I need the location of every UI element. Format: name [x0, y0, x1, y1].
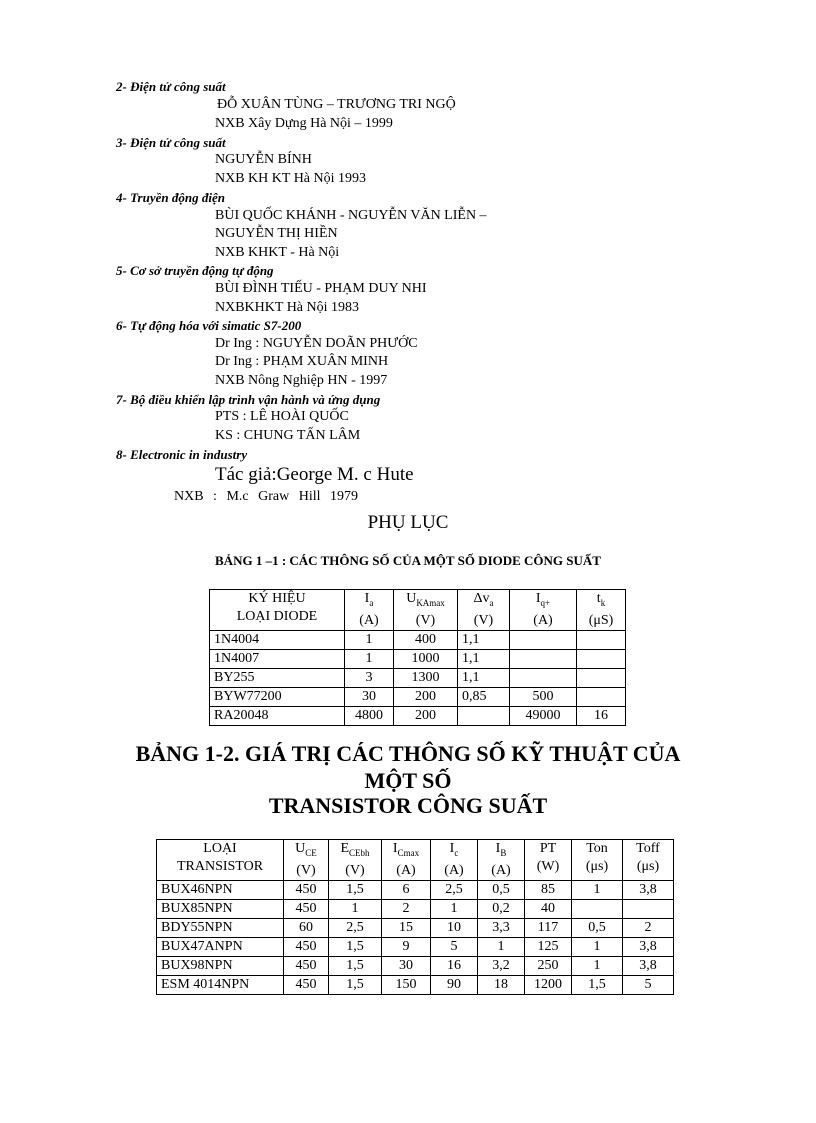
col-header-ton-main: Ton: [586, 841, 608, 856]
table-row: [210, 649, 626, 668]
ref-8-publisher: NXB : M.c Graw Hill 1979: [174, 489, 358, 504]
col-header-ic: [431, 840, 478, 881]
cell: 2,5: [329, 918, 382, 937]
cell: 1300: [394, 668, 458, 687]
cell: 3,8: [623, 956, 674, 975]
ref-6-author-2: Dr Ing : PHẠM XUÂN MINH: [215, 354, 389, 369]
diode-table-header: [210, 590, 626, 631]
cell: 10: [431, 918, 478, 937]
col-header-ecebh-main: E: [340, 841, 350, 856]
cell: BYW77200: [210, 687, 345, 706]
cell: 1,5: [329, 956, 382, 975]
ref-5-publisher: NXBKHKT Hà Nội 1983: [215, 300, 360, 315]
cell: 1,5: [572, 975, 623, 994]
cell: BY255: [210, 668, 345, 687]
col-header-ia-main: I: [364, 591, 370, 606]
ref-5-title: 5- Cơ sở truyền động tự động: [116, 263, 274, 278]
ref-8-author: Tác giả:George M. c Hute: [215, 464, 414, 485]
col-header-ib-unit: (A): [491, 862, 511, 878]
cell: 1: [572, 956, 623, 975]
cell: 0,5: [572, 918, 623, 937]
cell: BUX98NPN: [157, 956, 284, 975]
cell: 450: [284, 975, 329, 994]
ref-2-publisher: NXB Xây Dựng Hà Nội – 1999: [215, 116, 393, 131]
col-header-ukamax-unit: (V): [415, 612, 436, 628]
cell: 30: [345, 687, 394, 706]
col-header-ecebh: [329, 840, 382, 881]
ref-4-author-cont: NGUYỄN THỊ HIỀN: [215, 226, 338, 241]
cell: [510, 630, 577, 649]
ref-3-author: NGUYỄN BÍNH: [215, 152, 312, 167]
cell: 450: [284, 937, 329, 956]
ref-3-title: 3- Điện tử công suất: [116, 135, 226, 150]
ref-3-publisher: NXB KH KT Hà Nội 1993: [215, 171, 367, 186]
cell: 49000: [510, 706, 577, 725]
cell: RA20048: [210, 706, 345, 725]
cell: 1000: [394, 649, 458, 668]
col-header-ecebh-sub: CEbh: [349, 847, 370, 858]
cell: 450: [284, 880, 329, 899]
col-header-ia: [345, 590, 394, 631]
col-header-type-l1: LOẠI: [203, 841, 237, 856]
col-header-ic-main: I: [449, 841, 455, 856]
ref-6-author-1: Dr Ing : NGUYỄN DOÃN PHƯỚC: [215, 336, 418, 351]
col-header-symbol: [210, 590, 345, 631]
cell: 150: [382, 975, 431, 994]
table-row: [210, 706, 626, 725]
cell: 1: [431, 899, 478, 918]
cell: 450: [284, 899, 329, 918]
cell: 3,8: [623, 937, 674, 956]
transistor-table: [156, 839, 674, 995]
ref-8-title: 8- Electronic in industry: [116, 447, 248, 462]
cell: 1,1: [458, 649, 510, 668]
cell: 85: [525, 880, 572, 899]
col-header-pt-main: PT: [539, 841, 557, 856]
col-header-toff-unit: (μs): [636, 859, 660, 874]
cell: 15: [382, 918, 431, 937]
col-header-pt: [525, 840, 572, 881]
cell: 3,3: [478, 918, 525, 937]
cell: 250: [525, 956, 572, 975]
cell: 16: [431, 956, 478, 975]
cell: 60: [284, 918, 329, 937]
col-header-tk-unit: (μS): [588, 612, 614, 628]
cell: 5: [431, 937, 478, 956]
col-header-iq-sub: q+: [540, 597, 551, 608]
col-header-dva: [458, 590, 510, 631]
ref-5-author: BÙI ĐÌNH TIẾU - PHẠM DUY NHI: [215, 281, 427, 296]
col-header-ukamax-main: U: [406, 591, 417, 606]
cell: 2: [623, 918, 674, 937]
col-header-iq-main: I: [535, 591, 541, 606]
col-header-ukamax-sub: KAmax: [416, 597, 445, 608]
col-header-uce: [284, 840, 329, 881]
ref-7-title: 7- Bộ điều khiển lập trình vận hành và ứng dụng: [116, 392, 381, 407]
col-header-ib: [478, 840, 525, 881]
cell: 1200: [525, 975, 572, 994]
table-row: [210, 668, 626, 687]
ref-4-title: 4- Truyền động điện: [116, 190, 225, 205]
table-row: [210, 630, 626, 649]
col-header-uce-main: U: [295, 841, 306, 856]
col-header-tk-main: t: [596, 591, 601, 606]
appendix-title: PHỤ LỤC: [367, 512, 449, 533]
cell: 0,85: [458, 687, 510, 706]
col-header-ton-unit: (μs): [585, 859, 609, 874]
cell: [577, 649, 626, 668]
ref-2-title: 2- Điện tử công suất: [116, 79, 226, 94]
cell: 400: [394, 630, 458, 649]
col-header-ib-sub: B: [500, 847, 507, 858]
cell: 3,8: [623, 880, 674, 899]
col-header-symbol-l1: KÝ HIỆU: [248, 591, 306, 606]
cell: 2: [382, 899, 431, 918]
transistor-table-header: [157, 840, 674, 881]
cell: 1,5: [329, 937, 382, 956]
cell: 1: [329, 899, 382, 918]
cell: [572, 899, 623, 918]
cell: 500: [510, 687, 577, 706]
cell: 4800: [345, 706, 394, 725]
col-header-ton: [572, 840, 623, 881]
cell: 5: [623, 975, 674, 994]
col-header-type: [157, 840, 284, 881]
cell: [510, 649, 577, 668]
cell: 1: [572, 937, 623, 956]
col-header-ukamax: [394, 590, 458, 631]
cell: [458, 706, 510, 725]
cell: 200: [394, 687, 458, 706]
ref-4-publisher: NXB KHKT - Hà Nội: [215, 245, 340, 260]
cell: 450: [284, 956, 329, 975]
table2-title-line1: BẢNG 1-2. GIÁ TRỊ CÁC THÔNG SỐ KỸ THUẬT CỦA: [135, 741, 681, 766]
table-row: [157, 899, 674, 918]
cell: 1,5: [329, 975, 382, 994]
cell: 18: [478, 975, 525, 994]
cell: 3,2: [478, 956, 525, 975]
col-header-ia-unit: (A): [359, 612, 379, 628]
table-row: [210, 687, 626, 706]
col-header-icmax: [382, 840, 431, 881]
ref-7-author-2: KS : CHUNG TẤN LÂM: [215, 428, 361, 443]
cell: 117: [525, 918, 572, 937]
ref-7-author-1: PTS : LÊ HOÀI QUỐC: [215, 409, 349, 424]
cell: [577, 687, 626, 706]
cell: BUX85NPN: [157, 899, 284, 918]
cell: [510, 668, 577, 687]
cell: 6: [382, 880, 431, 899]
col-header-ia-sub: a: [369, 597, 374, 608]
cell: 1: [478, 937, 525, 956]
cell: 16: [577, 706, 626, 725]
cell: 1: [345, 630, 394, 649]
col-header-tk: [577, 590, 626, 631]
col-header-dva-unit: (V): [473, 612, 494, 628]
col-header-icmax-main: I: [392, 841, 398, 856]
ref-6-publisher: NXB Nông Nghiệp HN - 1997: [215, 373, 388, 388]
col-header-toff-main: Toff: [636, 841, 660, 856]
table-row: [157, 956, 674, 975]
cell: BUX47ANPN: [157, 937, 284, 956]
col-header-iq: [510, 590, 577, 631]
cell: 0,2: [478, 899, 525, 918]
cell: BDY55NPN: [157, 918, 284, 937]
cell: 1: [572, 880, 623, 899]
ref-4-author: BÙI QUỐC KHÁNH - NGUYỄN VĂN LIỄN –: [215, 208, 487, 223]
col-header-uce-sub: CE: [305, 847, 317, 858]
col-header-ic-sub: c: [454, 847, 459, 858]
cell: 2,5: [431, 880, 478, 899]
cell: [623, 899, 674, 918]
diode-table: [209, 589, 626, 726]
col-header-toff: [623, 840, 674, 881]
col-header-dva-main: Δv: [473, 591, 490, 606]
cell: 9: [382, 937, 431, 956]
col-header-ib-main: I: [495, 841, 501, 856]
col-header-ecebh-unit: (V): [345, 862, 365, 878]
cell: 90: [431, 975, 478, 994]
table2-title-line2: MỘT SỐ: [364, 768, 452, 793]
col-header-symbol-l2: LOẠI DIODE: [236, 609, 318, 624]
col-header-icmax-unit: (A): [396, 862, 416, 878]
cell: 30: [382, 956, 431, 975]
col-header-pt-unit: (W): [536, 859, 560, 874]
col-header-ic-unit: (A): [444, 862, 464, 878]
col-header-type-l2: TRANSISTOR: [176, 859, 264, 874]
col-header-tk-sub: k: [600, 597, 606, 608]
cell: [577, 630, 626, 649]
cell: 1,1: [458, 668, 510, 687]
cell: 125: [525, 937, 572, 956]
table-row: [157, 937, 674, 956]
cell: 1: [345, 649, 394, 668]
cell: 1,1: [458, 630, 510, 649]
cell: 1N4007: [210, 649, 345, 668]
table1-title: BẢNG 1 –1 : CÁC THÔNG SỐ CỦA MỘT SỐ DIODE CÔNG SUẤT: [215, 553, 601, 568]
cell: 3: [345, 668, 394, 687]
cell: ESM 4014NPN: [157, 975, 284, 994]
cell: 1N4004: [210, 630, 345, 649]
col-header-dva-sub: a: [489, 597, 494, 608]
col-header-iq-unit: (A): [533, 612, 553, 628]
table-row: [157, 880, 674, 899]
cell: 200: [394, 706, 458, 725]
cell: BUX46NPN: [157, 880, 284, 899]
table-row: [157, 975, 674, 994]
cell: 1,5: [329, 880, 382, 899]
cell: 0,5: [478, 880, 525, 899]
ref-6-title: 6- Tự động hóa với simatic S7-200: [116, 318, 302, 333]
cell: 40: [525, 899, 572, 918]
ref-2-author: ĐỖ XUÂN TÙNG – TRƯƠNG TRI NGỘ: [217, 97, 456, 112]
table2-title-line3: TRANSISTOR CÔNG SUẤT: [268, 793, 548, 818]
col-header-icmax-sub: Cmax: [397, 847, 420, 858]
table-row: [157, 918, 674, 937]
cell: [577, 668, 626, 687]
col-header-uce-unit: (V): [296, 862, 316, 878]
